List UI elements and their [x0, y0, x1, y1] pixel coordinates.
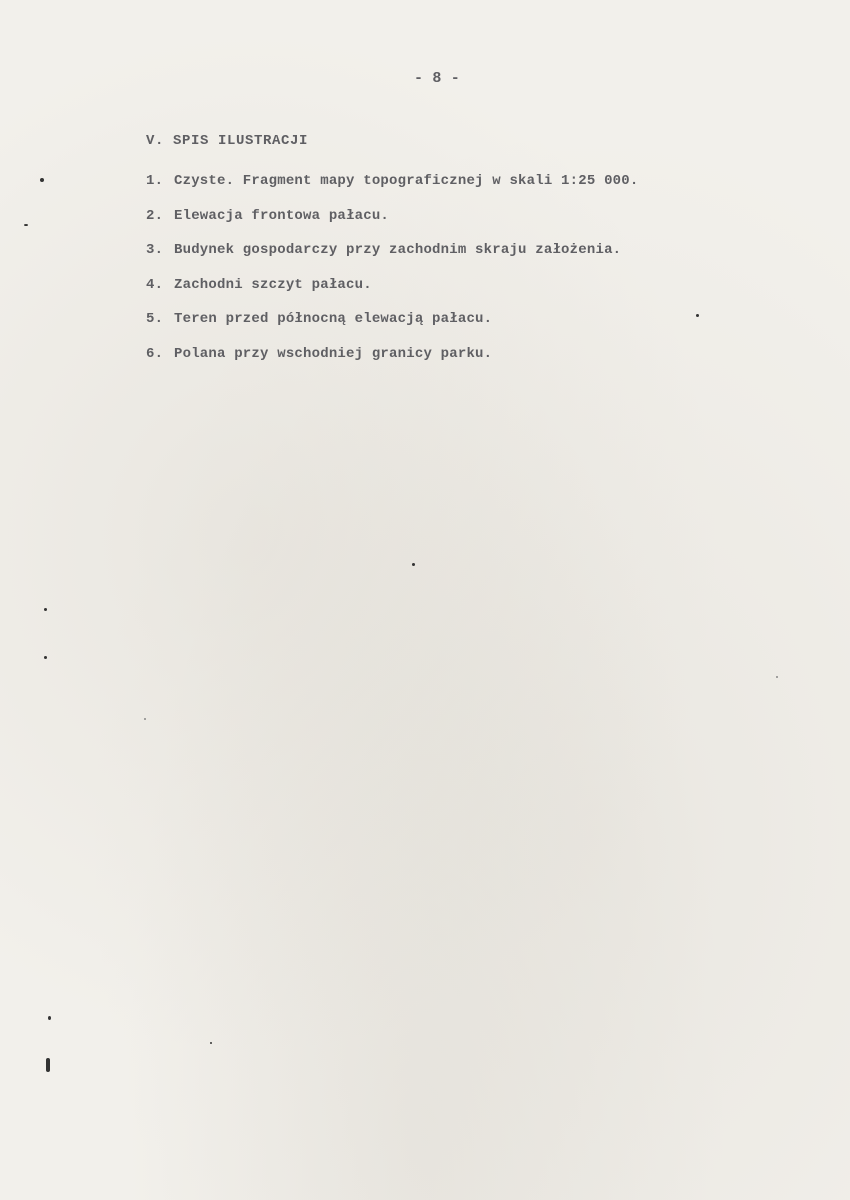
paper-speck	[412, 563, 415, 566]
list-item	[146, 311, 638, 346]
item-number: 2.	[146, 207, 164, 224]
item-text: Elewacja frontowa pałacu.	[174, 207, 390, 224]
paper-speck	[24, 224, 28, 226]
item-number: 4.	[146, 276, 164, 293]
section-heading: V. SPIS ILUSTRACJI	[146, 133, 309, 149]
paper-speck	[210, 1042, 212, 1044]
list-item	[146, 173, 638, 208]
item-number: 6.	[146, 345, 164, 362]
paper-speck	[696, 314, 699, 317]
paper-speck	[776, 676, 778, 678]
list-item	[146, 242, 638, 277]
paper-speck	[48, 1016, 51, 1020]
list-item	[146, 208, 638, 243]
paper-speck	[46, 1058, 50, 1072]
paper-speck	[44, 608, 47, 611]
item-text: Polana przy wschodniej granicy parku.	[174, 345, 493, 362]
item-text: Budynek gospodarczy przy zachodnim skraju założenia.	[174, 242, 622, 258]
page-number: - 8 -	[414, 70, 461, 87]
item-text: Zachodni szczyt pałacu.	[174, 276, 372, 293]
paper-speck	[144, 718, 146, 720]
list-item	[146, 346, 638, 381]
item-number: 3.	[146, 242, 164, 258]
item-text: Czyste. Fragment mapy topograficznej w skali 1:25 000.	[174, 173, 639, 189]
illustration-list	[146, 173, 638, 380]
item-number: 1.	[146, 173, 164, 189]
paper-speck	[40, 178, 44, 182]
item-number: 5.	[146, 311, 164, 327]
item-text: Teren przed północną elewacją pałacu.	[174, 311, 493, 327]
paper-speck	[44, 656, 47, 659]
list-item	[146, 277, 638, 312]
